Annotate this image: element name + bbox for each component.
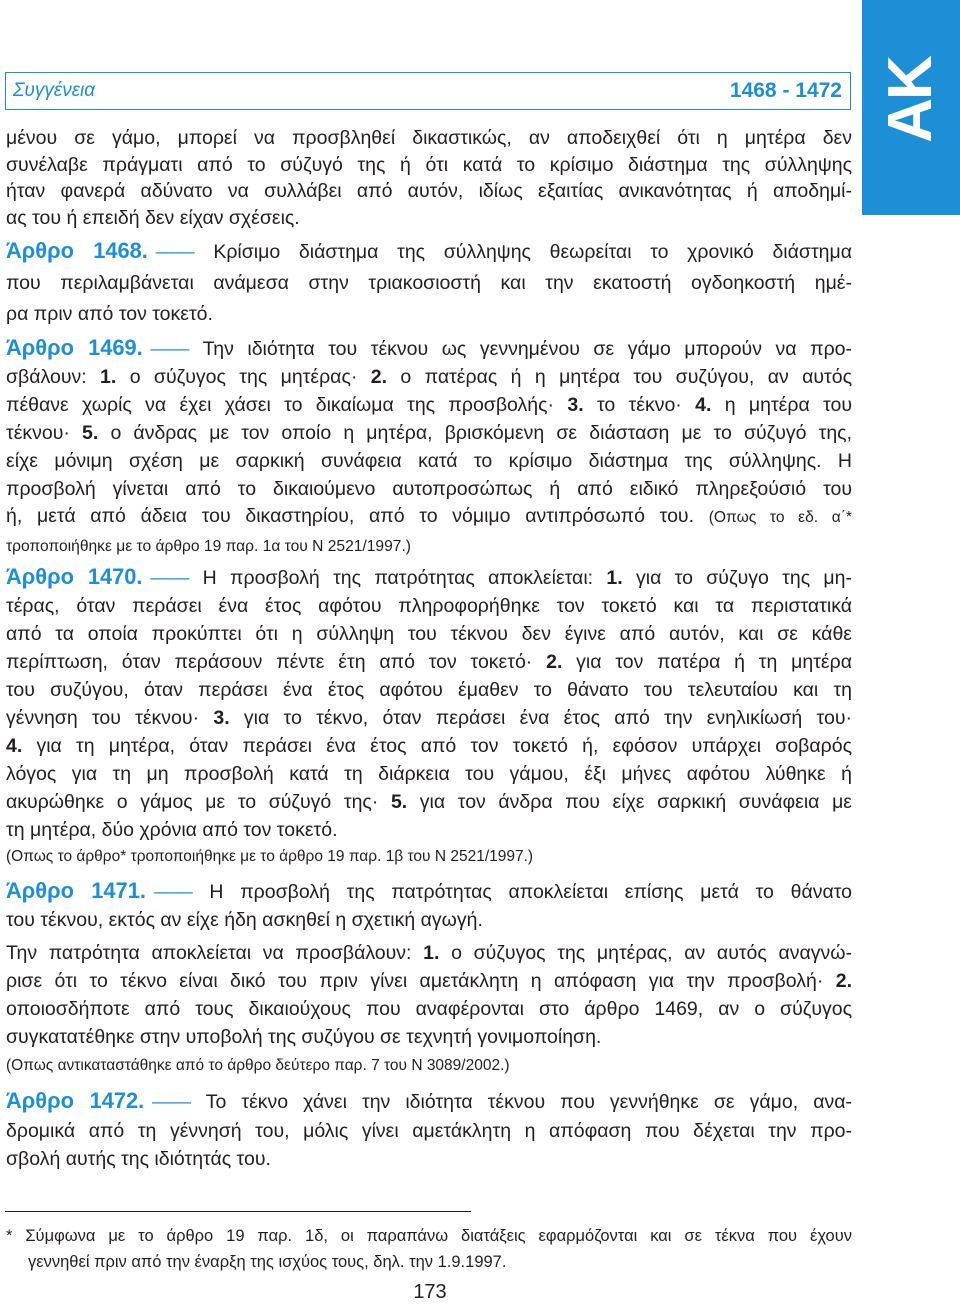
text-run: Η προσβολή της πατρότητας αποκλείεται: [189,567,607,589]
item-number: 2. [370,365,388,388]
text-run: ο πατέρας ή η μητέρα του συζύγου, αν αυτός [387,365,852,388]
text-run: του τέκνου, εκτός αν είχε ήδη ασκηθεί η σχετική αγωγή. [6,909,483,931]
text-run: ο σύζυγος της μητέρας· [116,365,371,388]
text-run: Η προσβολή της πατρότητας αποκλείεται επίσης μετά το θάνατο [192,881,853,903]
text-run: συνέλαβε πράγματι από το σύζυγό της ή ότι κατά το κρίσιμο διάστημα της σύλληψης [6,153,852,176]
text-line [6,1087,852,1117]
text-line [6,125,852,152]
article-heading: Άρθρο 1471. [6,878,146,903]
footnote-divider [5,1211,471,1212]
item-number: 1. [423,942,440,964]
text-run: ακυρώθηκε ο γάμος με το σύζυγό της· [6,791,391,813]
text-line [6,760,852,788]
text-run: που περιλαμβάνεται ανάμεσα στην τριακοσιοστή και την εκατοστή ογδοηκοστή ημέ- [6,272,852,294]
item-number: 1. [100,365,117,388]
text-run: σβάλουν: [6,365,101,388]
article-1471-paragraph [6,877,852,934]
heading-dash: —— [155,241,195,263]
amendment-note: τροποποιήθηκε με το άρθρο 19 παρ. 1α του Ν 2521/1997.) [6,538,411,556]
text-run: τη μητέρα, δύο χρόνια από τον τοκετό. [6,819,338,841]
text-run: για τη μητέρα, όταν περάσει ένα έτος από τον τοκετό ή, εφόσον υπάρχει σοβαρός [22,735,852,757]
text-run: Την ιδιότητα του τέκνου ως γεννημένου σε γάμο μπορούν να προ- [189,338,852,360]
text-run: ρισε ότι το τέκνο είναι δικό του πριν γίνει αμετάκλητη η απόφαση για την προσβολή· [6,970,836,992]
article-range: 1468 - 1472 [729,79,842,102]
text-line [6,788,852,816]
text-line [6,268,852,299]
item-number: 5. [82,421,99,444]
text-run: μένου σε γάμο, μπορεί να προσβληθεί δικαστικώς, αν αποδειχθεί ότι η μητέρα δεν [6,127,852,149]
text-run: από τα οποία προκύπτει ότι η σύλληψη του τέκνου δεν έγινε από αυτόν, και σε κάθε [6,623,852,645]
code-abbreviation: ΑΚ [876,57,945,143]
article-1468-paragraph [6,235,852,330]
text-line [6,967,852,995]
article-heading: Άρθρο 1468. [6,238,148,263]
text-run: συγκατατέθηκε στην υποβολή της συζύγου σε τεχνητή γονιμοποίηση. [6,1026,602,1048]
text-line [6,392,852,420]
text-line [6,448,852,476]
article-1472-paragraph [6,1087,852,1174]
text-line [6,1223,852,1249]
text-run: τέκνου· [6,421,83,444]
text-run: σβολή αυτής της ιδιότητάς του. [6,1148,271,1170]
article-1471-amendment-note: (Οπως αντικαταστάθηκε από το άρθρο δεύτερο παρ. 7 του Ν 3089/2002.) [6,1057,510,1074]
text-line [6,592,852,620]
text-line [6,1023,852,1051]
text-line [6,906,852,934]
text-line [6,532,852,561]
article-1470-paragraph [6,563,852,844]
item-number: 1. [606,567,623,589]
text-run: ο άνδρας με τον οποίο η μητέρα, βρισκόμενη σε διάσταση με το σύζυγό της, [98,421,852,444]
heading-dash: —— [153,881,193,903]
text-run: για τον πατέρα ή τη μητέρα [562,651,852,673]
item-number: 4. [695,393,712,416]
text-run: Κρίσιμο διάστημα της σύλληψης θεωρείται το χρονικό διάστημα [194,241,852,263]
text-line [6,299,852,330]
item-number: 5. [390,791,408,813]
page-number: 173 [413,1281,447,1303]
text-line [6,334,852,364]
section-title: Συγγένεια [13,80,96,101]
text-run: του συζύγου, όταν περάσει ένα έτος αφότου έμαθεν το θάνατο του τελευταίου και τη [6,679,852,701]
article-1471-second-paragraph [6,939,852,1051]
heading-dash: —— [150,567,190,589]
text-line [6,704,852,732]
text-run: ή, μετά από άδεια του δικαστηρίου, από το νόμιμο αντιπρόσωπό του. [6,505,709,528]
text-run: η μητέρα του [711,393,853,416]
text-run: προσβολή γίνεται από το δικαιούμενο αυτοπροσώπως ή από ειδικό πληρεξούσιό του [6,477,852,500]
text-run: ρα πριν από τον τοκετό. [6,303,213,325]
code-section-tab [862,0,960,215]
item-number: 4. [6,735,23,757]
text-run: ήταν φανερά αδύνατο να συλλάβει από αυτόν, ιδίως εξαιτίας ανικανότητας ή αποδημί- [6,180,852,202]
text-run: για το τέκνο, όταν περάσει ένα έτος από την ενηλικίωσή του· [229,707,852,729]
text-run: γέννηση του τέκνου· [6,707,214,729]
text-line [6,205,852,232]
text-run: οποιοσδήποτε από τους δικαιούχους που αναφέρονται στο άρθρο 1469, αν ο σύζυγος [6,998,852,1020]
text-line [6,420,852,448]
text-line [6,1117,852,1146]
text-line [6,995,852,1023]
text-run: πέθανε χωρίς να έχει χάσει το δικαίωμα της προσβολής· [6,393,568,416]
text-line [6,563,852,592]
text-run: για τον άνδρα που είχε σαρκική συνάφεια με [407,791,852,813]
heading-dash: —— [150,338,190,360]
text-run: δρομικά από τη γέννησή του, μόλις γίνει αμετάκλητη η απόφαση που δέχεται την προ- [6,1119,852,1142]
item-number: 2. [546,651,563,673]
text-line [6,939,852,967]
text-run: το τέκνο· [583,393,696,416]
running-header [5,72,851,110]
text-line [6,676,852,704]
article-heading: Άρθρο 1470. [6,564,143,589]
text-run: γεννηθεί πριν από την έναρξη της ισχύος τους, δηλ. την 1.9.1997. [28,1253,507,1271]
text-line [6,816,852,844]
article-heading: Άρθρο 1472. [6,1088,145,1113]
text-line [6,877,852,906]
text-line [6,178,852,205]
article-1470-amendment-note: (Οπως το άρθρο* τροποποιήθηκε με το άρθρο 19 παρ. 1β του Ν 2521/1997.) [6,848,534,865]
amendment-note: (Οπως το εδ. α΄* [708,509,852,527]
item-number: 2. [835,970,852,992]
footnote [6,1223,852,1275]
text-line [6,620,852,648]
heading-dash: —— [152,1091,192,1113]
text-run: ο σύζυγος της μητέρας, αν αυτός αναγνώ- [439,942,852,964]
item-number: 3. [567,393,584,416]
text-run: περίπτωση, όταν περάσουν πέντε έτη από τον τοκετό· [6,651,547,673]
text-run: Την πατρότητα αποκλείεται να προσβάλουν: [6,942,424,964]
text-line [6,648,852,676]
text-run: τέρας, όταν περάσει ένα έτος αφότου πληροφορήθηκε τον τοκετό και τα περιστατικά [6,595,852,617]
text-line [6,732,852,760]
text-line [6,503,852,532]
article-1469-paragraph [6,334,852,561]
text-line [6,235,852,268]
text-line [6,476,852,504]
text-run: για το σύζυγο της μη- [622,567,852,589]
article-heading: Άρθρο 1469. [6,335,143,360]
text-run: Το τέκνο χάνει την ιδιότητα τέκνου που γεννήθηκε σε γάμο, ανα- [191,1091,853,1113]
text-line [6,152,852,179]
text-line [6,364,852,392]
text-line [6,1249,852,1275]
text-run: λόγος για τη μη προσβολή κατά τη διάρκεια του γάμου, έξι μήνες αφότου λύθηκε ή [6,763,852,785]
text-run: είχε μόνιμη σχέση με σαρκική συνάφεια κατά το κρίσιμο διάστημα της σύλληψης. Η [6,449,852,472]
continued-paragraph [6,125,852,231]
text-run: * Σύμφωνα με το άρθρο 19 παρ. 1δ, οι παραπάνω διατάξεις εφαρμόζονται και σε τέκνα που έχουν [6,1227,852,1245]
side-tab-label-box [862,0,960,200]
text-line [6,1145,852,1174]
text-run: ας του ή επειδή δεν είχαν σχέσεις. [6,206,300,229]
item-number: 3. [213,707,230,729]
